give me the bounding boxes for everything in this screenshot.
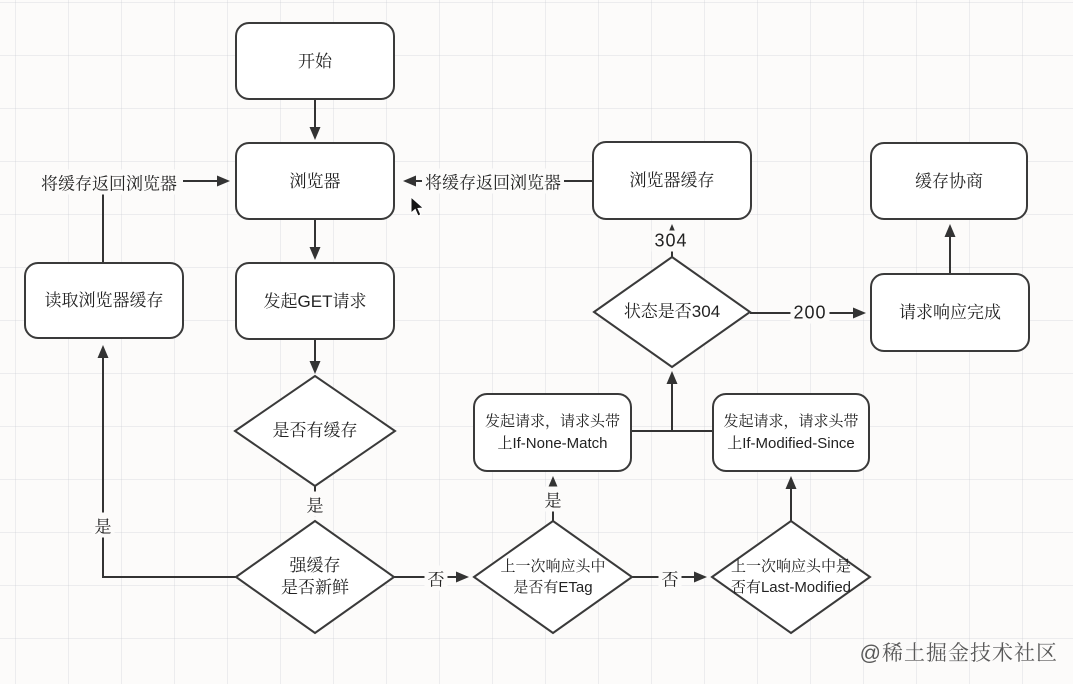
strong-cache-fresh-diamond[interactable]: [236, 521, 394, 633]
edge-label-return-cache-mid: 将缓存返回浏览器: [422, 169, 564, 194]
status-304-diamond-label: 状态是否304: [623, 302, 721, 321]
has-last-modified-diamond[interactable]: [712, 521, 870, 633]
node-cache-negotiation-label: 缓存协商: [915, 171, 983, 191]
node-if-modified-since-line1: 发起请求，请求头带: [723, 412, 859, 430]
node-browser-cache[interactable]: [592, 141, 752, 220]
edge-label-no-strong-cache: 否: [425, 566, 448, 591]
edge-strongcache-readcache: [103, 348, 236, 577]
node-read-browser-cache-label: 读取浏览器缓存: [44, 291, 164, 310]
edge-label-no-etag: 否: [659, 566, 682, 591]
node-read-browser-cache[interactable]: [24, 262, 184, 339]
edge-label-yes-etag: 是: [542, 487, 565, 512]
node-start-label: 开始: [298, 51, 332, 71]
node-get-request-label: 发起GET请求: [263, 291, 367, 311]
has-etag-diamond[interactable]: [474, 521, 632, 633]
edge-label-yes-left: 是: [92, 513, 115, 538]
edge-label-yes-has-cache: 是: [304, 492, 327, 517]
node-if-none-match-line1: 发起请求，请求头带: [484, 412, 620, 430]
node-if-none-match[interactable]: [473, 393, 632, 472]
node-cache-negotiation[interactable]: [870, 142, 1028, 220]
has-cache-diamond-label: 是否有缓存: [272, 421, 358, 440]
node-if-modified-since[interactable]: [712, 393, 870, 472]
edge-label-return-cache-left: 将缓存返回浏览器: [38, 170, 180, 195]
watermark: @稀土掘金技术社区: [859, 642, 1058, 665]
has-cache-diamond[interactable]: [235, 376, 395, 486]
strong-cache-fresh-diamond-label: 强缓存 是否新鲜: [281, 556, 349, 597]
node-request-done-label: 请求响应完成: [899, 303, 1001, 322]
mouse-cursor-icon: [410, 196, 426, 218]
node-if-modified-since-line2: 上If-Modified-Since: [727, 434, 855, 452]
node-get-request[interactable]: [235, 262, 395, 340]
has-last-modified-diamond-label: 上一次响应头中是 否有Last-Modified: [730, 558, 852, 596]
has-etag-diamond-label: 上一次响应头中 是否有ETag: [500, 558, 606, 596]
node-start[interactable]: [235, 22, 395, 100]
edge-label-304: 304: [651, 231, 690, 252]
node-browser-cache-label: 浏览器缓存: [629, 171, 715, 190]
node-if-none-match-line2: 上If-None-Match: [497, 434, 608, 452]
node-browser-label: 浏览器: [289, 171, 341, 191]
status-304-diamond[interactable]: [594, 257, 750, 367]
node-browser[interactable]: [235, 142, 395, 220]
edge-label-200: 200: [790, 303, 829, 324]
node-request-done[interactable]: [870, 273, 1030, 352]
